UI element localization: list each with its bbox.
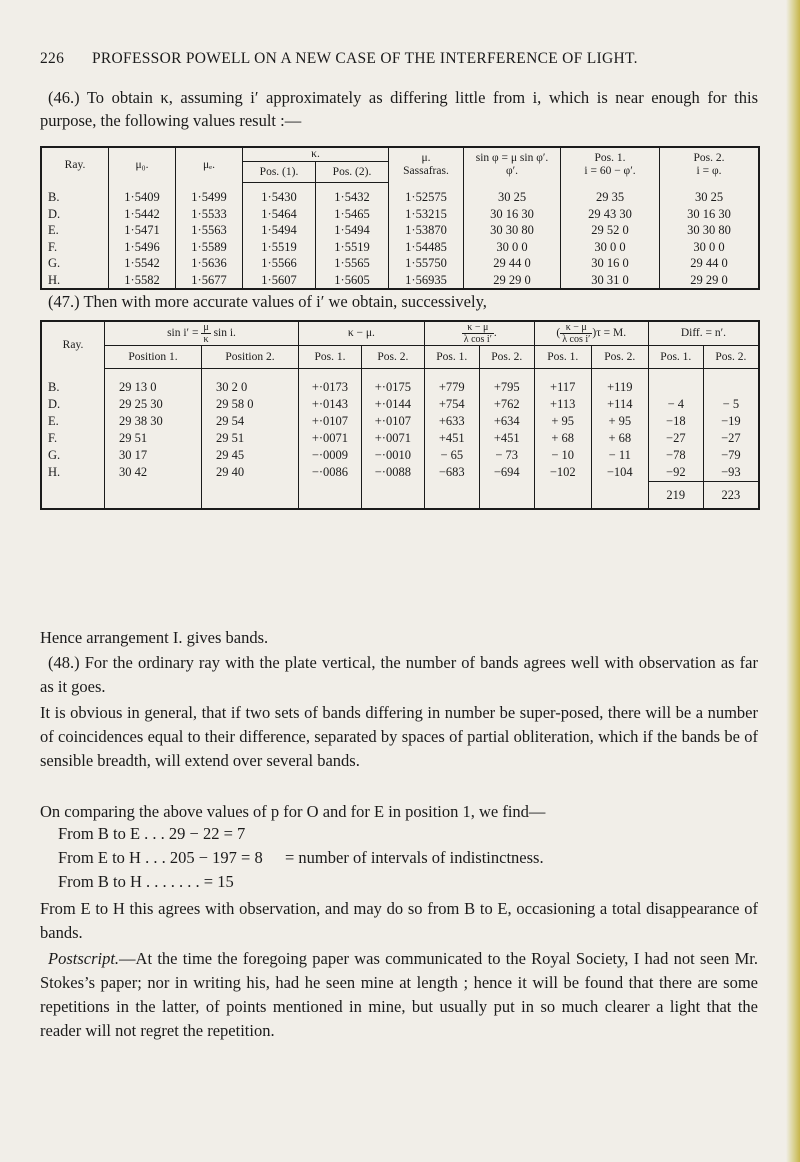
- cell-k1: +·0071: [299, 430, 362, 447]
- cell-d1: −92: [648, 464, 703, 482]
- table-row: [41, 430, 759, 447]
- cell-d2: −93: [703, 464, 759, 482]
- cell-phi: 30 25: [464, 189, 561, 206]
- cell-k1: −·0086: [299, 464, 362, 482]
- cell-ray: E.: [41, 222, 109, 239]
- cell-m1: +117: [534, 379, 591, 396]
- table2-body: [41, 369, 759, 510]
- table-row: [41, 189, 759, 206]
- spacer-cell: [479, 369, 534, 380]
- cell-k1: 1·5607: [243, 272, 316, 290]
- cell-d2: − 5: [703, 396, 759, 413]
- cell-f1: −683: [424, 464, 479, 482]
- cell-f1: +754: [424, 396, 479, 413]
- cell-k1: 1·5566: [243, 255, 316, 272]
- th2-frac-pos2: Pos. 2.: [479, 346, 534, 369]
- spacer-cell: [703, 369, 759, 380]
- cell-f2: +634: [479, 413, 534, 430]
- cell-ray: G.: [41, 255, 109, 272]
- th2-ray: Ray.: [41, 321, 105, 369]
- th2-kmu-pos2: Pos. 2.: [361, 346, 424, 369]
- table-refractive-indices: [40, 146, 760, 290]
- th2-diff-pos1: Pos. 1.: [648, 346, 703, 369]
- cell-phi: 29 29 0: [464, 272, 561, 290]
- cell-d1: −18: [648, 413, 703, 430]
- spacer-cell: [424, 369, 479, 380]
- th-mu0: μ₀.: [109, 147, 176, 183]
- cell-p1: 29 43 30: [561, 206, 660, 223]
- cell-p1: 29 35: [561, 189, 660, 206]
- cell-mue: 1·5589: [176, 239, 243, 256]
- th2-position2: Position 2.: [202, 346, 299, 369]
- th-kappa-pos1: Pos. (1).: [243, 162, 316, 183]
- cell-mu: 1·53870: [389, 222, 464, 239]
- cell-k2: 1·5565: [316, 255, 389, 272]
- cell-m2: − 11: [591, 447, 648, 464]
- table-row: [41, 413, 759, 430]
- cell-mue: 1·5636: [176, 255, 243, 272]
- cell-ray: B.: [41, 189, 109, 206]
- spacer-cell: [591, 369, 648, 380]
- cell-mue: 1·5677: [176, 272, 243, 290]
- spacer-cell: [361, 369, 424, 380]
- spacer-cell: [299, 369, 362, 380]
- th-sin: sin φ = μ sin φ′.: [475, 152, 549, 165]
- paragraph-46: (46.) To obtain κ, assuming i′ approximately as differing little from i, which is near enough for this purpose, the following values result :—: [40, 88, 758, 130]
- table-row: [41, 255, 759, 272]
- spacer-cell: [648, 369, 703, 380]
- cell-s1: 29 25 30: [105, 396, 202, 413]
- cell-m1: + 68: [534, 430, 591, 447]
- cell-mu: 1·52575: [389, 189, 464, 206]
- th-kappa: κ.: [243, 147, 389, 162]
- cell-f2: +451: [479, 430, 534, 447]
- table-row: [41, 396, 759, 413]
- blank-cell: [202, 482, 299, 510]
- cell-s1: 30 17: [105, 447, 202, 464]
- cell-m1: + 95: [534, 413, 591, 430]
- paragraph-agrees: From E to H this agrees with observation, and may do so from B to E, occasioning a total disappearance of bands.: [40, 899, 758, 942]
- cell-k2: −·0010: [361, 447, 424, 464]
- cell-k2: 1·5465: [316, 206, 389, 223]
- th-ray: Ray.: [41, 147, 109, 183]
- table-band-values: [40, 320, 760, 510]
- cell-f1: +451: [424, 430, 479, 447]
- cell-ray: E.: [41, 413, 105, 430]
- spacer-cell: [202, 369, 299, 380]
- cell-p1: 30 31 0: [561, 272, 660, 290]
- th-mu: μ.: [421, 152, 431, 165]
- page-number: 226: [40, 50, 65, 67]
- th-pos1-sub: i = 60 − φ′.: [584, 165, 636, 178]
- cell-p1: 30 0 0: [561, 239, 660, 256]
- blank-cell: [41, 482, 105, 510]
- th-pos1-label: Pos. 1.: [594, 152, 626, 165]
- cell-k2: +·0071: [361, 430, 424, 447]
- paragraph-obvious: It is obvious in general, that if two sets of bands differing in number be super-posed, there will be a number of coincidences equal to their difference, separated by spaces of partial obliteration, which if the bands be of sensible breadth, will extend over several bands.: [40, 703, 758, 770]
- from-b-to-e: From B to E . . . 29 − 22 = 7: [58, 824, 246, 843]
- cell-p1: 30 16 0: [561, 255, 660, 272]
- table-row: [41, 272, 759, 290]
- cell-k2: 1·5519: [316, 239, 389, 256]
- table-row: [41, 222, 759, 239]
- cell-s1: 29 51: [105, 430, 202, 447]
- cell-m2: + 95: [591, 413, 648, 430]
- cell-s2: 29 54: [202, 413, 299, 430]
- cell-s2: 29 58 0: [202, 396, 299, 413]
- cell-k1: +·0107: [299, 413, 362, 430]
- cell-s1: 29 38 30: [105, 413, 202, 430]
- spacer-cell: [534, 369, 591, 380]
- cell-d1: −27: [648, 430, 703, 447]
- cell-f2: − 73: [479, 447, 534, 464]
- blank-cell: [361, 482, 424, 510]
- th-mu-sassafras: [389, 147, 464, 183]
- table1-body: [41, 183, 759, 290]
- cell-mu0: 1·5542: [109, 255, 176, 272]
- cell-f2: +762: [479, 396, 534, 413]
- cell-phi: 30 16 30: [464, 206, 561, 223]
- spacer-cell: [105, 369, 202, 380]
- table-row: [41, 206, 759, 223]
- cell-k1: 1·5464: [243, 206, 316, 223]
- th2-frac: $\frac{\kappa - \mu}{\text{λ cos i′}}$ .: [424, 321, 534, 346]
- cell-k1: 1·5494: [243, 222, 316, 239]
- cell-mue: 1·5499: [176, 189, 243, 206]
- cell-mu: 1·56935: [389, 272, 464, 290]
- cell-k1: −·0009: [299, 447, 362, 464]
- cell-k2: 1·5494: [316, 222, 389, 239]
- header-title: PROFESSOR POWELL ON A NEW CASE OF THE INTERFERENCE OF LIGHT.: [92, 50, 638, 67]
- postscript: [40, 947, 758, 1043]
- paragraph-comparing: On comparing the above values of p for O and for E in position 1, we find—: [40, 802, 546, 821]
- table-row: [41, 379, 759, 396]
- th-kappa-pos2: Pos. (2).: [316, 162, 389, 183]
- th-pos1: [561, 147, 660, 183]
- cell-ray: F.: [41, 239, 109, 256]
- cell-ray: B.: [41, 379, 105, 396]
- th2-position1: Position 1.: [105, 346, 202, 369]
- from-e-to-h: From E to H . . . 205 − 197 = 8: [58, 848, 263, 867]
- cell-m1: − 10: [534, 447, 591, 464]
- cell-k1: 1·5519: [243, 239, 316, 256]
- cell-d2: [703, 379, 759, 396]
- cell-p2: 29 29 0: [660, 272, 760, 290]
- cell-phi: 29 44 0: [464, 255, 561, 272]
- blank-cell: [299, 482, 362, 510]
- th-sassafras: Sassafras.: [403, 165, 449, 178]
- th2-diff-pos2: Pos. 2.: [703, 346, 759, 369]
- cell-m2: + 68: [591, 430, 648, 447]
- th-mue: μₑ.: [176, 147, 243, 183]
- from-b-to-h: From B to H . . . . . . . = 15: [58, 872, 234, 891]
- cell-mu0: 1·5409: [109, 189, 176, 206]
- th2-kmu-pos1: Pos. 1.: [299, 346, 362, 369]
- th-pos2-label: Pos. 2.: [693, 152, 725, 165]
- blank-cell: [424, 482, 479, 510]
- cell-s2: 29 40: [202, 464, 299, 482]
- cell-ray: D.: [41, 396, 105, 413]
- spacer-cell: [41, 369, 105, 380]
- cell-k2: +·0175: [361, 379, 424, 396]
- cell-m1: +113: [534, 396, 591, 413]
- cell-k2: +·0144: [361, 396, 424, 413]
- cell-p2: 30 30 80: [660, 222, 760, 239]
- page-edge: [786, 0, 800, 1162]
- cell-k2: +·0107: [361, 413, 424, 430]
- th-phi: φ′.: [505, 165, 519, 178]
- cell-f1: − 65: [424, 447, 479, 464]
- th2-m-pos1: Pos. 1.: [534, 346, 591, 369]
- cell-f1: +633: [424, 413, 479, 430]
- cell-total-d2: 223: [703, 482, 759, 510]
- th2-sin: sin i′ = $\frac{\mu}{\kappa}$ sin i.: [105, 321, 299, 346]
- cell-ray: H.: [41, 272, 109, 290]
- cell-mu: 1·54485: [389, 239, 464, 256]
- cell-k2: 1·5605: [316, 272, 389, 290]
- cell-ray: H.: [41, 464, 105, 482]
- cell-k1: 1·5430: [243, 189, 316, 206]
- cell-mu0: 1·5582: [109, 272, 176, 290]
- cell-mu0: 1·5471: [109, 222, 176, 239]
- th-pos2: [660, 147, 760, 183]
- cell-p2: 30 16 30: [660, 206, 760, 223]
- cell-d1: − 4: [648, 396, 703, 413]
- postscript-label: Postscript.: [48, 949, 120, 968]
- table-row: [41, 239, 759, 256]
- cell-f2: +795: [479, 379, 534, 396]
- cell-ray: D.: [41, 206, 109, 223]
- cell-phi: 30 0 0: [464, 239, 561, 256]
- cell-phi: 30 30 80: [464, 222, 561, 239]
- cell-mu: 1·53215: [389, 206, 464, 223]
- cell-p1: 29 52 0: [561, 222, 660, 239]
- from-note: = number of intervals of indistinctness.: [285, 848, 544, 867]
- cell-p2: 30 25: [660, 189, 760, 206]
- cell-d1: [648, 379, 703, 396]
- cell-s1: 30 42: [105, 464, 202, 482]
- cell-total-d1: 219: [648, 482, 703, 510]
- table-row: [41, 464, 759, 482]
- hence-line: Hence arrangement I. gives bands.: [40, 628, 269, 647]
- cell-k1: +·0173: [299, 379, 362, 396]
- table-row: [41, 447, 759, 464]
- cell-d2: −27: [703, 430, 759, 447]
- blank-cell: [591, 482, 648, 510]
- th2-kmu: κ − μ.: [299, 321, 425, 346]
- cell-mu0: 1·5496: [109, 239, 176, 256]
- cell-ray: F.: [41, 430, 105, 447]
- cell-f1: +779: [424, 379, 479, 396]
- cell-k2: 1·5432: [316, 189, 389, 206]
- blank-cell: [534, 482, 591, 510]
- paragraph-47: (47.) Then with more accurate values of i′ we obtain, successively,: [48, 292, 487, 311]
- cell-m1: −102: [534, 464, 591, 482]
- cell-s1: 29 13 0: [105, 379, 202, 396]
- cell-s2: 29 51: [202, 430, 299, 447]
- cell-mu: 1·55750: [389, 255, 464, 272]
- totals-row: [41, 482, 759, 510]
- cell-m2: +119: [591, 379, 648, 396]
- th2-frac-pos1: Pos. 1.: [424, 346, 479, 369]
- th-sin-phi: [464, 147, 561, 183]
- cell-s2: 29 45: [202, 447, 299, 464]
- th2-m: ( $\frac{\kappa - \mu}{\text{λ cos i′}}$ )τ = M.: [534, 321, 648, 346]
- cell-p2: 29 44 0: [660, 255, 760, 272]
- paragraph-48: (48.) For the ordinary ray with the plate vertical, the number of bands agrees well with observation as far as it goes.: [40, 653, 758, 696]
- cell-d2: −79: [703, 447, 759, 464]
- cell-m2: −104: [591, 464, 648, 482]
- th2-diff: Diff. = n′.: [648, 321, 759, 346]
- cell-d2: −19: [703, 413, 759, 430]
- postscript-text: —At the time the foregoing paper was communicated to the Royal Society, I had not seen Mr. Stokes’s paper; nor in writing his, had he seen mine at length ; hence it will be found that there are some repetitions in the latter, of points mentioned in mine, but usually put in so much clearer a light that the reader will not regret the repetition.: [40, 949, 758, 1040]
- cell-mue: 1·5533: [176, 206, 243, 223]
- cell-f2: −694: [479, 464, 534, 482]
- cell-d1: −78: [648, 447, 703, 464]
- cell-k1: +·0143: [299, 396, 362, 413]
- blank-cell: [105, 482, 202, 510]
- cell-mu0: 1·5442: [109, 206, 176, 223]
- cell-m2: +114: [591, 396, 648, 413]
- cell-s2: 30 2 0: [202, 379, 299, 396]
- th2-m-pos2: Pos. 2.: [591, 346, 648, 369]
- cell-ray: G.: [41, 447, 105, 464]
- th-pos2-sub: i = φ.: [696, 165, 722, 178]
- cell-mue: 1·5563: [176, 222, 243, 239]
- cell-p2: 30 0 0: [660, 239, 760, 256]
- cell-k2: −·0088: [361, 464, 424, 482]
- blank-cell: [479, 482, 534, 510]
